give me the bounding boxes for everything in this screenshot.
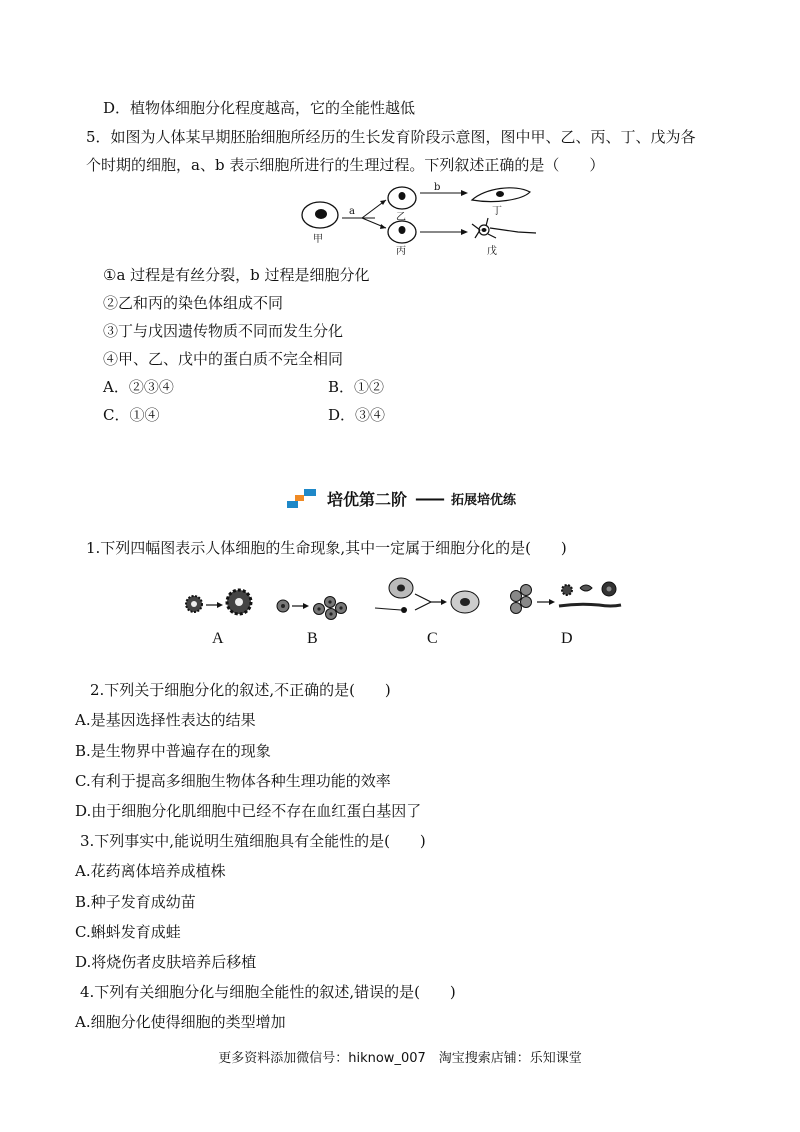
q1-stem: 1.下列四幅图表示人体细胞的生命现象,其中一定属于细胞分化的是( ) [86, 539, 567, 557]
figure-d-cells [511, 582, 622, 614]
label-b: b [434, 182, 441, 193]
figure-label-b: B [307, 630, 318, 647]
q5-statement-4: ④甲、乙、戊中的蛋白质不完全相同 [103, 350, 344, 368]
q5-option-b: B．①② [328, 378, 385, 396]
q2-option-d: D.由于细胞分化肌细胞中已经不存在血红蛋白基因了 [75, 802, 422, 820]
figure-a-cells [186, 590, 251, 614]
q3-option-b: B.种子发育成幼苗 [75, 893, 196, 911]
figure-c-cells [375, 578, 479, 613]
q3-stem: 3.下列事实中,能说明生殖细胞具有全能性的是( ) [80, 832, 426, 850]
q5-statement-3: ③丁与戊因遗传物质不同而发生分化 [103, 322, 344, 340]
label-ding: 丁 [492, 206, 502, 217]
label-bing: 丙 [396, 246, 406, 257]
section-heading [285, 486, 516, 510]
q3-option-c: C.蝌蚪发育成蛙 [75, 923, 181, 941]
page-footer: 更多资料添加微信号：hiknow_007 淘宝搜索店铺：乐知课堂 [218, 1051, 582, 1066]
figure-b-cells [277, 597, 347, 620]
section-subtitle: 拓展培优练 [451, 492, 517, 508]
q4-stem: 4.下列有关细胞分化与细胞全能性的叙述,错误的是( ) [80, 983, 456, 1001]
section-logo-icon [285, 486, 319, 510]
q2-stem: 2.下列关于细胞分化的叙述,不正确的是( ) [90, 681, 391, 699]
label-yi: 乙 [396, 212, 406, 223]
figure-label-d: D [561, 630, 573, 647]
label-a: a [349, 206, 355, 217]
q2-option-a: A.是基因选择性表达的结果 [75, 711, 256, 729]
q5-option-d: D．③④ [328, 406, 386, 424]
q5-stem-line2: 个时期的细胞，a、b 表示细胞所进行的生理过程。下列叙述正确的是（ ） [86, 156, 605, 174]
q5-option-a: A．②③④ [103, 378, 174, 396]
figure-label-c: C [427, 630, 438, 647]
q5-statement-1: ①a 过程是有丝分裂，b 过程是细胞分化 [103, 266, 370, 284]
q5-statement-2: ②乙和丙的染色体组成不同 [103, 294, 284, 312]
q5-cell-diagram [300, 180, 560, 258]
q2-option-b: B.是生物界中普遍存在的现象 [75, 742, 271, 760]
label-wu: 戊 [487, 246, 497, 257]
q3-option-d: D.将烧伤者皮肤培养后移植 [75, 953, 257, 971]
label-jia: 甲 [313, 234, 323, 245]
section-title: 培优第二阶 [327, 489, 408, 509]
figure-label-a: A [212, 630, 224, 647]
q1-figure [175, 576, 625, 626]
prev-option-d: D．植物体细胞分化程度越高，它的全能性越低 [103, 99, 416, 117]
q4-option-a: A.细胞分化使得细胞的类型增加 [75, 1013, 286, 1031]
q5-option-c: C．①④ [103, 406, 160, 424]
q5-stem-line1: 5．如图为人体某早期胚胎细胞所经历的生长发育阶段示意图，图中甲、乙、丙、丁、戊为各 [86, 128, 696, 146]
section-dash: —— [415, 488, 444, 508]
q2-option-c: C.有利于提高多细胞生物体各种生理功能的效率 [75, 772, 391, 790]
q3-option-a: A.花药离体培养成植株 [75, 862, 226, 880]
